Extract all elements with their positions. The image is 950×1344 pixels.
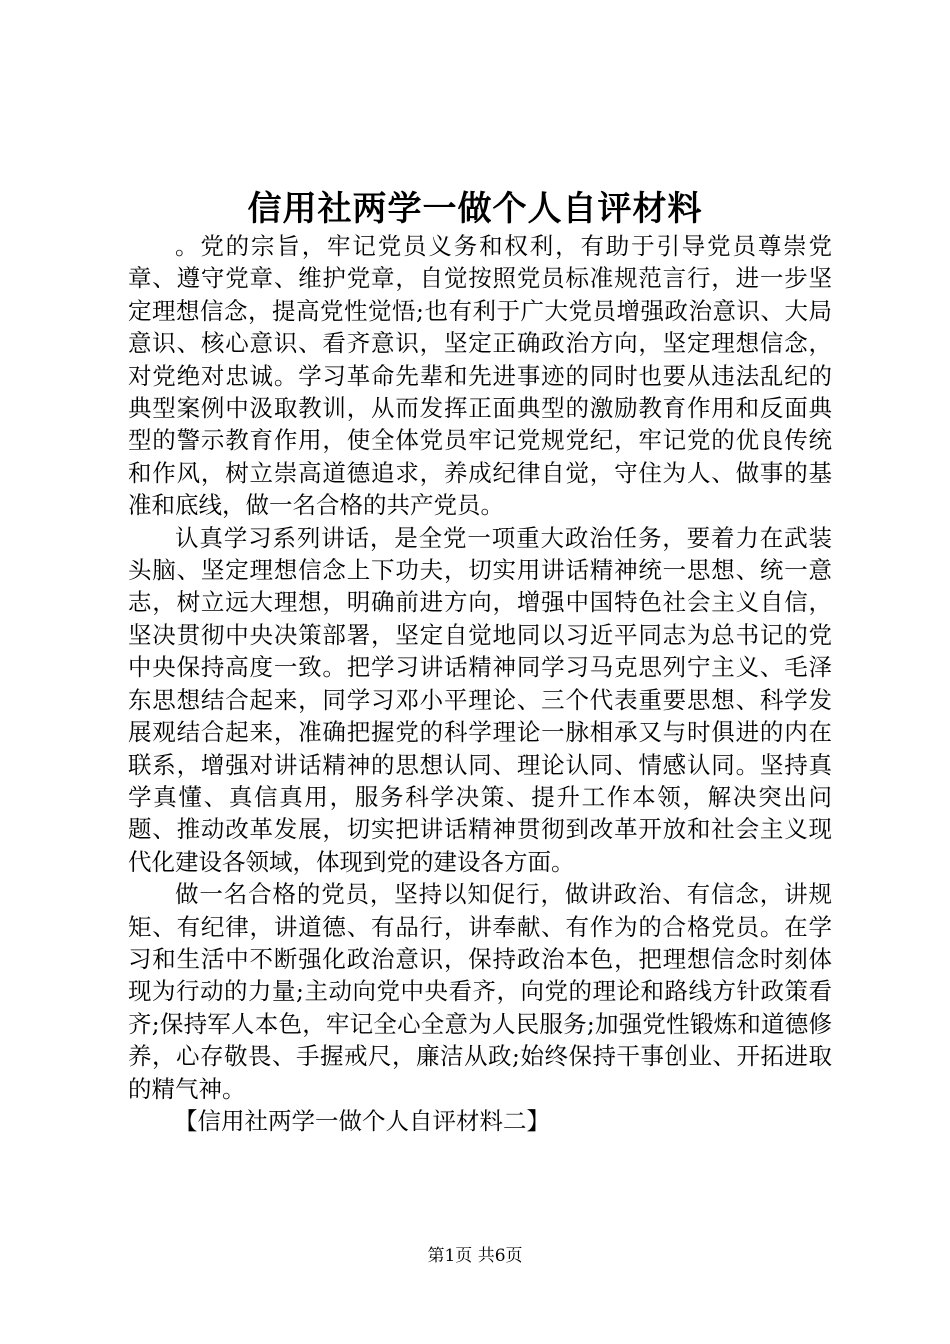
paragraph-2: 认真学习系列讲话，是全党一项重大政治任务，要着力在武装头脑、坚定理想信念上下功夫，切实用讲话精神统一思想、统一意志，树立远大理想，明确前进方向，增强中国特色社会主义自信，坚决贯彻中央决策部署，坚定自觉地同以习近平同志为总书记的党中央保持高度一致。把学习讲话精神同学习马克思列宁主义、毛泽东思想结合起来，同学习邓小平理论、三个代表重要思想、科学发展观结合起来，准确把握党的科学理论一脉相承又与时俱进的内在联系，增强对讲话精神的思想认同、理论认同、情感认同。坚持真学真懂、真信真用，服务科学决策、提升工作本领，解决突出问题、推动改革发展，切实把讲话精神贯彻到改革开放和社会主义现代化建设各领域，体现到党的建设各方面。 — [128, 523, 832, 876]
document-body — [128, 230, 832, 1137]
paragraph-3: 做一名合格的党员，坚持以知促行，做讲政治、有信念，讲规矩、有纪律，讲道德、有品行，讲奉献、有作为的合格党员。在学习和生活中不断强化政治意识，保持政治本色，把理想信念时刻体现为行动的力量;主动向党中央看齐，向党的理论和路线方针政策看齐;保持军人本色，牢记全心全意为人民服务;加强党性锻炼和道德修养，心存敬畏、手握戒尺，廉洁从政;始终保持干事创业、开拓进取的精气神。 — [128, 880, 832, 1103]
page-footer: 第1页 共6页 — [427, 1246, 523, 1266]
section-heading: 【信用社两学一做个人自评材料二】 — [174, 1106, 550, 1135]
paragraph-1: 。党的宗旨，牢记党员义务和权利，有助于引导党员尊崇党章、遵守党章、维护党章，自觉按照党员标准规范言行，进一步坚定理想信念，提高党性觉悟;也有利于广大党员增强政治意识、大局意识、核心意识、看齐意识，坚定正确政治方向，坚定理想信念，对党绝对忠诚。学习革命先辈和先进事迹的同时也要从违法乱纪的典型案例中汲取教训，从而发挥正面典型的激励教育作用和反面典型的警示教育作用，使全体党员牢记党规党纪，牢记党的优良传统和作风，树立崇高道德追求，养成纪律自觉，守住为人、做事的基准和底线，做一名合格的共产党员。 — [128, 232, 832, 520]
document-title: 信用社两学一做个人自评材料 — [247, 189, 703, 229]
